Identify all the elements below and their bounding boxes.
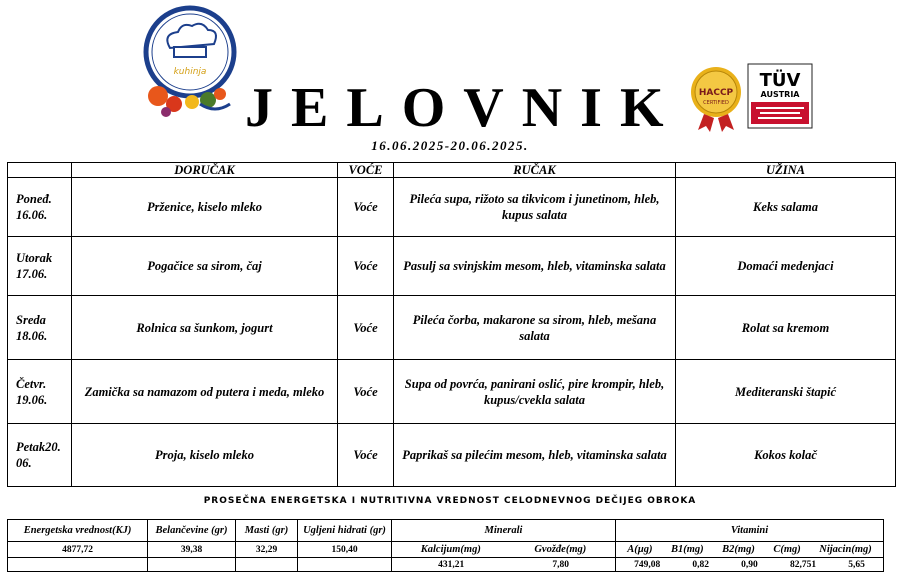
vit-b2-label: B2(mg) — [722, 543, 755, 555]
carb-value: 150,40 — [298, 542, 392, 558]
energy-value: 4877,72 — [8, 542, 148, 558]
niacin-label: Nijacin(mg) — [819, 543, 872, 555]
nutrition-table — [7, 519, 884, 572]
mineral-values — [392, 558, 616, 572]
fruit-cell: Voće — [338, 178, 394, 237]
fat-value: 32,29 — [236, 542, 298, 558]
snack-cell: Keks salama — [676, 178, 896, 237]
table-row — [8, 296, 896, 360]
haccp-badge-icon — [691, 67, 741, 132]
lunch-cell: Paprikaš sa pilećim mesom, hleb, vitaminska salata — [394, 424, 676, 487]
nutrition-mineral-values-row — [8, 558, 884, 572]
iron-label: Gvožđe(mg) — [534, 543, 587, 555]
day-cell: Sreda 18.06. — [8, 296, 72, 360]
fruit-cell: Voće — [338, 237, 394, 296]
vit-b2-value: 0,90 — [741, 559, 758, 570]
table-row — [8, 237, 896, 296]
lunch-cell: Pasulj sa svinjskim mesom, hleb, vitaminska salata — [394, 237, 676, 296]
header-snack: UŽINA — [676, 163, 896, 178]
svg-text:HACCP: HACCP — [698, 88, 734, 98]
mineral-labels — [392, 542, 616, 558]
snack-cell: Mediteranski štapić — [676, 360, 896, 424]
svg-text:CERTIFIED: CERTIFIED — [703, 100, 729, 106]
header-lunch: RUČAK — [394, 163, 676, 178]
fruit-cell: Voće — [338, 424, 394, 487]
kapetanova-kuhinja-logo — [140, 4, 240, 124]
day-cell: Poneđ. 16.06. — [8, 178, 72, 237]
vitamin-values — [616, 558, 884, 572]
svg-text:kuhinja: kuhinja — [173, 67, 207, 77]
day-cell: Četvr. 19.06. — [8, 360, 72, 424]
day-cell: Petak20. 06. — [8, 424, 72, 487]
breakfast-cell: Proja, kiselo mleko — [72, 424, 338, 487]
menu-table — [7, 162, 896, 487]
breakfast-cell: Zamička sa namazom od putera i meda, mleko — [72, 360, 338, 424]
vitamin-labels — [616, 542, 884, 558]
vit-a-label: A(µg) — [627, 543, 653, 555]
fat-label: Masti (gr) — [236, 520, 298, 542]
date-range: 16.06.2025-20.06.2025. — [371, 138, 529, 153]
fruit-cell: Voće — [338, 360, 394, 424]
vit-b1-label: B1(mg) — [671, 543, 704, 555]
certification-badges — [688, 62, 818, 132]
energy-label: Energetska vrednost(KJ) — [8, 520, 148, 542]
calcium-label: Kalcijum(mg) — [420, 543, 481, 555]
header-fruit: VOĆE — [338, 163, 394, 178]
snack-cell: Domaći medenjaci — [676, 237, 896, 296]
vit-b1-value: 0,82 — [692, 559, 709, 570]
vitamins-label: Vitamini — [616, 520, 884, 542]
menu-header-row — [8, 163, 896, 178]
vit-c-value: 82,751 — [789, 559, 817, 570]
fruit-cell: Voće — [338, 296, 394, 360]
protein-label: Belančevine (gr) — [148, 520, 236, 542]
header-day — [8, 163, 72, 178]
breakfast-cell: Rolnica sa šunkom, jogurt — [72, 296, 338, 360]
svg-text:TÜV: TÜV — [759, 70, 801, 91]
header-breakfast: DORUČAK — [72, 163, 338, 178]
lunch-cell: Pileća supa, rižoto sa tikvicom i junetinom, hleb, kupus salata — [394, 178, 676, 237]
breakfast-cell: Pogačice sa sirom, čaj — [72, 237, 338, 296]
page-title: JELOVNIK — [245, 77, 682, 139]
day-cell: Utorak 17.06. — [8, 237, 72, 296]
tuv-austria-badge-icon — [748, 64, 812, 128]
vit-c-label: C(mg) — [773, 543, 801, 555]
protein-value: 39,38 — [148, 542, 236, 558]
svg-text:AUSTRIA: AUSTRIA — [760, 90, 800, 99]
carb-label: Ugljeni hidrati (gr) — [298, 520, 392, 542]
niacin-value: 5,65 — [848, 559, 865, 570]
table-row — [8, 360, 896, 424]
snack-cell: Kokos kolač — [676, 424, 896, 487]
snack-cell: Rolat sa kremom — [676, 296, 896, 360]
iron-value: 7,80 — [552, 559, 569, 570]
breakfast-cell: Prženice, kiselo mleko — [72, 178, 338, 237]
nutrition-title: PROSEČNA ENERGETSKA I NUTRITIVNA VREDNOST CELODNEVNOG DEČIJEG OBROKA — [203, 496, 697, 506]
nutrition-values-row — [8, 542, 884, 558]
table-row — [8, 178, 896, 237]
minerals-label: Minerali — [392, 520, 616, 542]
lunch-cell: Supa od povrća, panirani oslić, pire krompir, hleb, kupus/cvekla salata — [394, 360, 676, 424]
lunch-cell: Pileća čorba, makarone sa sirom, hleb, mešana salata — [394, 296, 676, 360]
calcium-value: 431,21 — [438, 559, 465, 570]
nutrition-header-row — [8, 520, 884, 542]
vit-a-value: 749,08 — [634, 559, 661, 570]
table-row — [8, 424, 896, 487]
